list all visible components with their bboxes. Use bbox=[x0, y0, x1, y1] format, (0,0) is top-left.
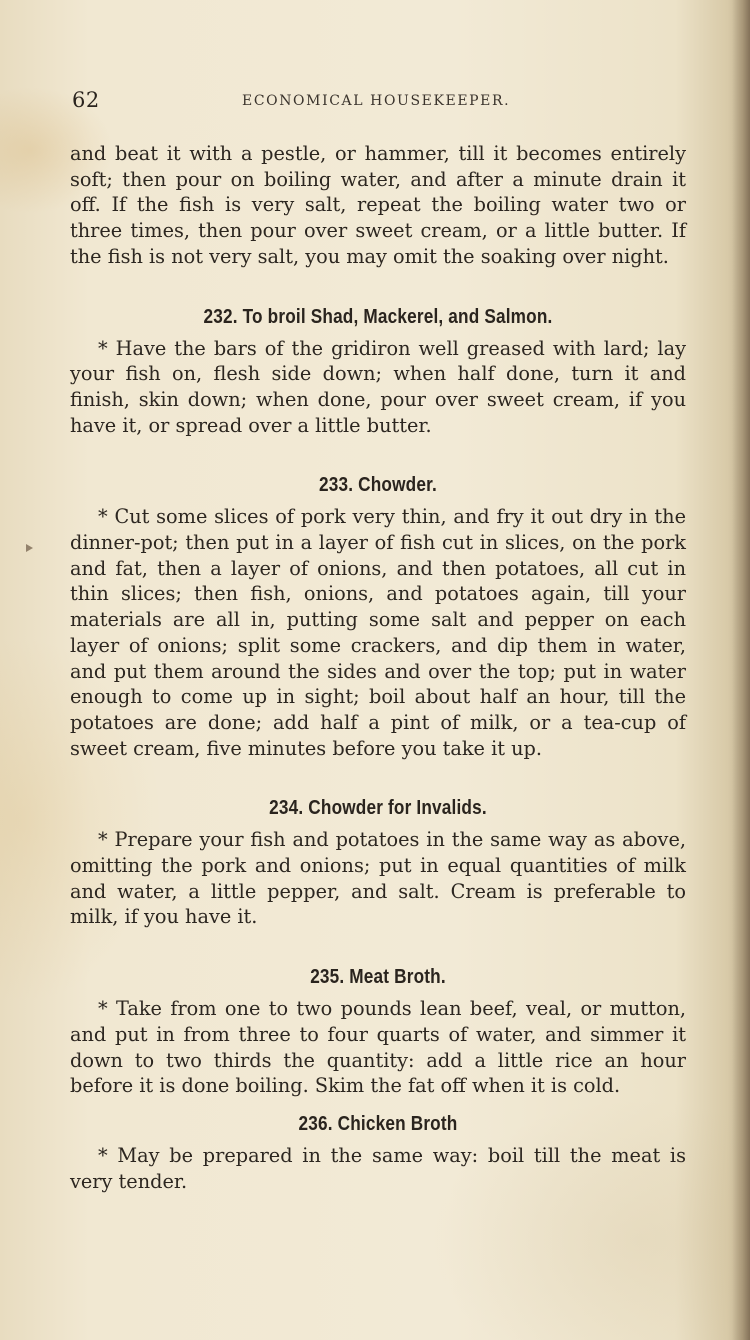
recipe-heading-234: 234. Chowder for Invalids. bbox=[269, 797, 487, 820]
page-number: 62 bbox=[72, 88, 100, 112]
page-edge-shadow bbox=[732, 0, 750, 1340]
recipe-text-234: * Prepare your fish and potatoes in the same way as above, omitting the pork and onions; put in equal quantities of milk and water, a little pepper, and salt. Cream is preferable to milk, if you have it. bbox=[70, 828, 686, 929]
page-header bbox=[72, 88, 686, 118]
running-title: ECONOMICAL HOUSEKEEPER. bbox=[242, 93, 511, 109]
recipe-text-232: * Have the bars of the gridiron well greased with lard; lay your fish on, flesh side down; when half done, turn it and finish, skin down; when done, pour over sweet cream, if you have it, or spread over a little butter. bbox=[70, 336, 686, 437]
margin-mark bbox=[26, 544, 33, 552]
page-body bbox=[70, 141, 686, 1194]
recipe-text-235: * Take from one to two pounds lean beef, veal, or mutton, and put in from three to four quarts of water, and simmer it down to two thirds the quantity: add a little rice an hour before it is done boiling. Skim the fat off when it is cold. bbox=[70, 997, 686, 1098]
recipe-text-236: * May be prepared in the same way: boil till the meat is very tender. bbox=[70, 1143, 686, 1193]
continued-paragraph: and beat it with a pestle, or hammer, till it becomes entirely soft; then pour on boiling water, and after a minute drain it off. If the fish is very salt, repeat the boiling water two or three times, then pour over sweet cream, or a little butter. If the fish is not very salt, you may omit the soaking over night. bbox=[70, 142, 686, 268]
recipe-heading-232: 232. To broil Shad, Mackerel, and Salmon. bbox=[203, 305, 553, 328]
recipe-heading-236: 236. Chicken Broth bbox=[298, 1112, 458, 1135]
recipe-heading-233: 233. Chowder. bbox=[319, 474, 437, 497]
recipe-heading-235: 235. Meat Broth. bbox=[310, 966, 446, 989]
recipe-text-233: * Cut some slices of pork very thin, and fry it out dry in the dinner-pot; then put in a layer of fish cut in slices, on the pork and fat, then a layer of onions, and then potatoes, all cut in thin slices; then fish, onions, and potatoes again, till your materials are all in, putting some salt and pepper on each layer of onions; split some crackers, and dip them in water, and put them around the sides and over the top; put in water enough to come up in sight; boil about half an hour, till the potatoes are done; add half a pint of milk, or a tea-cup of sweet cream, five minutes before you take it up. bbox=[70, 505, 686, 760]
